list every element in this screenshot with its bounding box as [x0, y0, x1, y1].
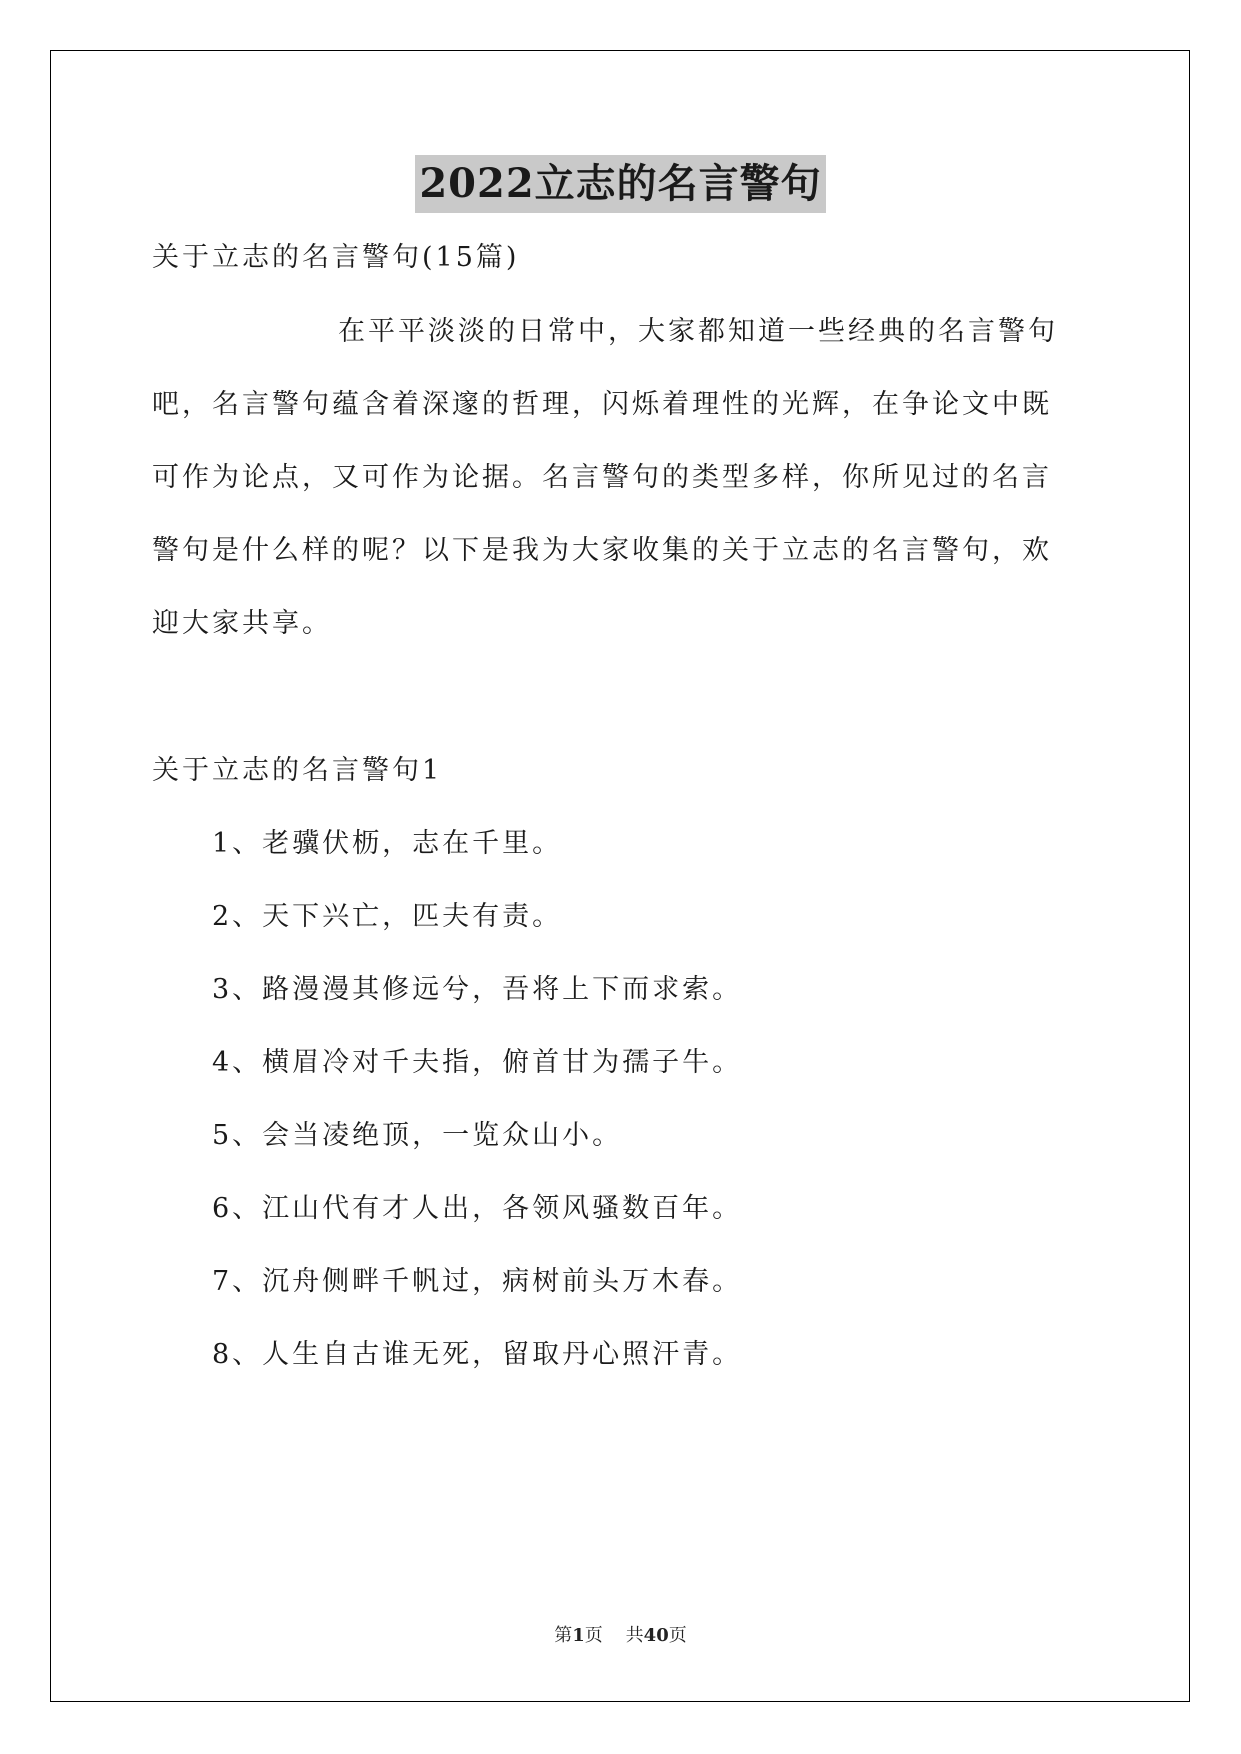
intro-line-1: 在平平淡淡的日常中，大家都知道一些经典的名言警句	[338, 316, 1058, 347]
quote-item: 6、江山代有才人出，各领风骚数百年。	[212, 1193, 743, 1224]
footer-page-total: 40	[643, 1625, 669, 1646]
footer-total-prefix: 共	[625, 1625, 644, 1646]
quote-item: 8、人生自古谁无死，留取丹心照汗青。	[212, 1339, 743, 1370]
document-title-text: 2022立志的名言警句	[415, 155, 825, 213]
intro-line-3: 可作为论点，又可作为论据。名言警句的类型多样，你所见过的名言	[152, 462, 1052, 493]
footer-page-suffix: 页	[584, 1625, 603, 1646]
quote-item: 4、横眉冷对千夫指，俯首甘为孺子牛。	[212, 1047, 743, 1078]
section-heading: 关于立志的名言警句1	[152, 755, 443, 786]
intro-line-5: 迎大家共享。	[152, 608, 332, 639]
intro-line-4: 警句是什么样的呢？以下是我为大家收集的关于立志的名言警句，欢	[152, 535, 1052, 566]
quote-item: 5、会当凌绝顶，一览众山小。	[212, 1120, 623, 1151]
quote-item: 7、沉舟侧畔千帆过，病树前头万木春。	[212, 1266, 743, 1297]
quote-item: 1、老骥伏枥，志在千里。	[212, 828, 563, 859]
document-title	[0, 155, 1241, 213]
quote-item: 2、天下兴亡，匹夫有责。	[212, 901, 563, 932]
quote-item: 3、路漫漫其修远兮，吾将上下而求索。	[212, 974, 743, 1005]
page-footer	[0, 1624, 1241, 1648]
intro-line-2: 吧，名言警句蕴含着深邃的哲理，闪烁着理性的光辉，在争论文中既	[152, 389, 1052, 420]
footer-page-prefix: 第	[554, 1625, 573, 1646]
page-border	[50, 50, 1190, 1702]
footer-page-current: 1	[572, 1625, 585, 1646]
document-subtitle: 关于立志的名言警句(15篇)	[152, 242, 520, 273]
footer-total-suffix: 页	[668, 1625, 687, 1646]
